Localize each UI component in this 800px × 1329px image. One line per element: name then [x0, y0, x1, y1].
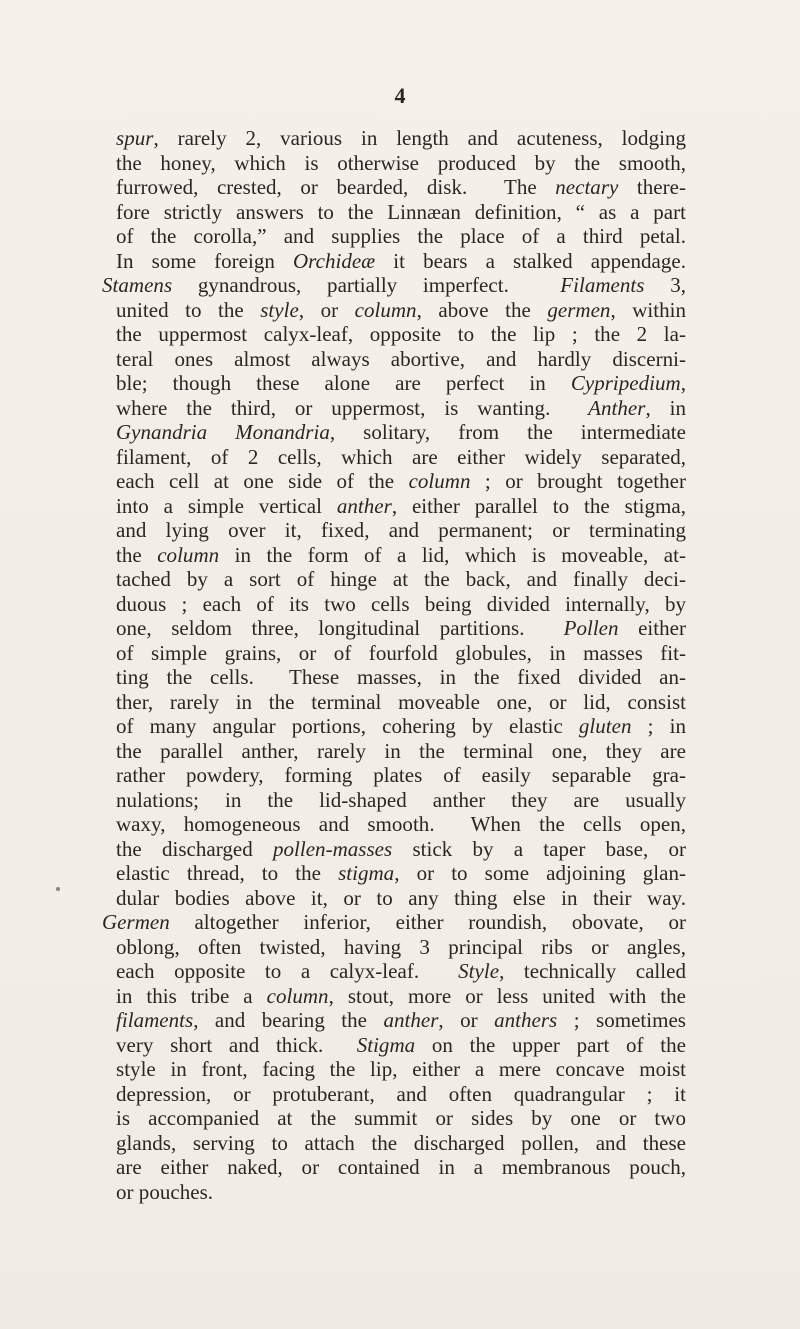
text-run: ting the cells. These masses, in the fixed divided an-	[116, 665, 686, 689]
text-line	[116, 1131, 686, 1156]
text-run: of the corolla,” and supplies the place of a third petal.	[116, 224, 686, 248]
text-run: very short and thick.	[116, 1032, 357, 1057]
text-run: style in front, facing the lip, either a mere concave moist	[116, 1057, 686, 1081]
text-line	[116, 1180, 686, 1205]
text-run: stick by a taper base, or	[392, 836, 687, 861]
text-run: one, seldom three, longitudinal partitions.	[116, 616, 564, 640]
text-line	[116, 592, 686, 617]
text-line	[116, 175, 686, 200]
text-run: the uppermost calyx-leaf, opposite to the lip ; the 2 la-	[116, 322, 686, 346]
text-line	[116, 445, 686, 470]
italic-term: anther	[383, 1008, 439, 1032]
italic-term: Cypripedium	[570, 371, 681, 395]
italic-term: Style	[458, 959, 500, 983]
text-line	[116, 249, 686, 274]
text-line	[116, 935, 686, 960]
text-run: , rarely 2, various in length and acuteness, lodging	[153, 126, 686, 150]
text-line	[116, 1057, 686, 1082]
text-run: , technically called	[499, 959, 686, 983]
text-run: gynandrous, partially imperfect.	[172, 273, 561, 297]
text-run: of simple grains, or of fourfold globules, in masses fit-	[116, 640, 686, 665]
text-line	[116, 1082, 686, 1107]
text-run: in this tribe a	[116, 983, 267, 1008]
text-line	[116, 224, 686, 249]
text-line	[116, 690, 686, 715]
text-line	[116, 200, 686, 225]
italic-term: Germen	[102, 910, 170, 934]
text-line	[116, 641, 686, 666]
text-line	[116, 616, 686, 641]
text-line	[116, 151, 686, 176]
text-run: each opposite to a calyx-leaf.	[116, 959, 459, 983]
text-line	[116, 1033, 686, 1058]
text-line	[116, 494, 686, 519]
text-line	[116, 714, 686, 739]
text-line	[116, 322, 686, 347]
text-run: the discharged	[116, 836, 273, 861]
text-line	[116, 420, 686, 445]
text-line	[116, 347, 686, 372]
text-line	[116, 665, 686, 690]
text-run: of many angular portions, cohering by elastic	[116, 714, 579, 738]
text-run: where the third, or uppermost, is wanting.	[116, 395, 589, 420]
text-line	[116, 543, 686, 568]
italic-term: spur	[116, 126, 154, 150]
body-text	[102, 126, 687, 1204]
italic-term: column	[157, 542, 220, 567]
text-run: ; in	[631, 714, 686, 738]
text-line	[116, 812, 686, 837]
text-line	[116, 298, 686, 323]
text-run: , above the	[416, 297, 548, 322]
text-run: , or	[438, 1008, 495, 1032]
text-run: In some foreign	[116, 248, 293, 273]
text-run: 3,	[644, 273, 686, 297]
text-run: ; or brought together	[470, 469, 686, 493]
text-run: filament, of 2 cells, which are either widely separated,	[116, 444, 686, 469]
text-run: elastic thread, to the	[116, 861, 339, 885]
text-line	[116, 1155, 686, 1180]
text-run: there-	[618, 175, 686, 199]
text-run: ther, rarely in the terminal moveable one, or lid, consist	[116, 689, 686, 714]
text-run: each cell at one side of the	[116, 469, 409, 493]
text-run: teral ones almost always abortive, and hardly discerni-	[116, 346, 686, 371]
text-line	[116, 763, 686, 788]
text-line	[116, 959, 686, 984]
text-run: ble; though these alone are perfect in	[116, 371, 571, 395]
text-line	[116, 567, 686, 592]
italic-term: column	[408, 469, 471, 493]
text-run: the	[116, 542, 158, 567]
text-run: is accompanied at the summit or sides by one or two	[116, 1106, 686, 1130]
text-line	[116, 1106, 686, 1131]
text-run: and lying over it, fixed, and permanent; or terminating	[116, 518, 686, 542]
italic-term: anthers	[494, 1008, 558, 1032]
italic-term: Anther	[588, 395, 646, 420]
text-run: glands, serving to attach the discharged pollen, and these	[116, 1130, 686, 1155]
text-run: waxy, homogeneous and smooth. When the cells open,	[116, 812, 686, 836]
italic-term: pollen-masses	[272, 836, 393, 861]
italic-term: Stigma	[356, 1032, 416, 1057]
text-run: it bears a stalked appendage.	[375, 248, 686, 273]
text-run: nulations; in the lid-shaped anther they are usually	[116, 787, 686, 812]
italic-term: column	[354, 297, 417, 322]
text-run: duous ; each of its two cells being divided internally, by	[116, 591, 686, 616]
text-line	[116, 126, 686, 151]
text-line	[116, 469, 686, 494]
text-line	[116, 886, 686, 911]
text-run: fore strictly answers to the Linnæan definition, “ as a part	[116, 199, 686, 224]
paper-speck	[56, 887, 60, 891]
text-line	[116, 788, 686, 813]
italic-term: gluten	[578, 714, 632, 738]
text-line	[116, 396, 686, 421]
text-run: furrowed, crested, or bearded, disk. The	[116, 175, 556, 199]
italic-term: Gynandria Monandria	[116, 420, 330, 444]
text-run: , and bearing the	[193, 1008, 384, 1032]
text-run: oblong, often twisted, having 3 principal ribs or angles,	[116, 934, 686, 959]
text-run: tached by a sort of hinge at the back, and finally deci-	[116, 567, 686, 591]
italic-term: germen	[547, 297, 611, 322]
text-run: altogether inferior, either roundish, obovate, or	[169, 910, 686, 934]
text-run: in the form of a lid, which is moveable, at-	[219, 542, 686, 567]
text-run: united to the	[116, 297, 261, 322]
text-run: are either naked, or contained in a membranous pouch,	[116, 1155, 686, 1179]
text-run: or pouches.	[116, 1179, 214, 1204]
text-line	[116, 1008, 686, 1033]
text-line	[102, 910, 686, 935]
text-run: ; sometimes	[557, 1008, 687, 1032]
italic-term: Filaments	[560, 273, 645, 297]
text-run: , or	[298, 297, 355, 322]
text-line	[116, 861, 686, 886]
text-run: , in	[645, 395, 686, 420]
text-run: rather powdery, forming plates of easily separable gra-	[116, 763, 686, 787]
text-line	[116, 371, 686, 396]
text-run: depression, or protuberant, and often quadrangular ; it	[116, 1081, 686, 1106]
italic-term: nectary	[555, 175, 619, 199]
italic-term: anther	[336, 493, 392, 518]
italic-term: Orchideæ	[293, 248, 376, 273]
italic-term: Pollen	[563, 616, 619, 640]
text-run: , either parallel to the stigma,	[391, 493, 687, 518]
italic-term: style	[260, 297, 299, 322]
text-run: , stout, more or less united with the	[328, 983, 686, 1008]
italic-term: column	[266, 983, 329, 1008]
text-line	[116, 984, 686, 1009]
text-line	[116, 837, 686, 862]
text-run: into a simple vertical	[116, 493, 337, 518]
text-run: , or to some adjoining glan-	[394, 861, 686, 885]
italic-term: stigma	[338, 861, 395, 885]
text-line	[102, 273, 686, 298]
text-run: dular bodies above it, or to any thing else in their way.	[116, 885, 686, 910]
italic-term: Stamens	[102, 273, 173, 297]
text-run: either	[618, 616, 687, 640]
text-line	[116, 518, 686, 543]
page-number: 4	[394, 83, 406, 108]
text-run: on the upper part of the	[415, 1032, 686, 1057]
text-run: ,	[680, 371, 686, 395]
text-run: the parallel anther, rarely in the terminal one, they are	[116, 738, 686, 763]
italic-term: filaments	[116, 1008, 194, 1032]
text-line	[116, 739, 686, 764]
text-run: the honey, which is otherwise produced by the smooth,	[116, 150, 686, 175]
text-run: , solitary, from the intermediate	[329, 420, 686, 444]
text-run: , within	[610, 297, 686, 322]
